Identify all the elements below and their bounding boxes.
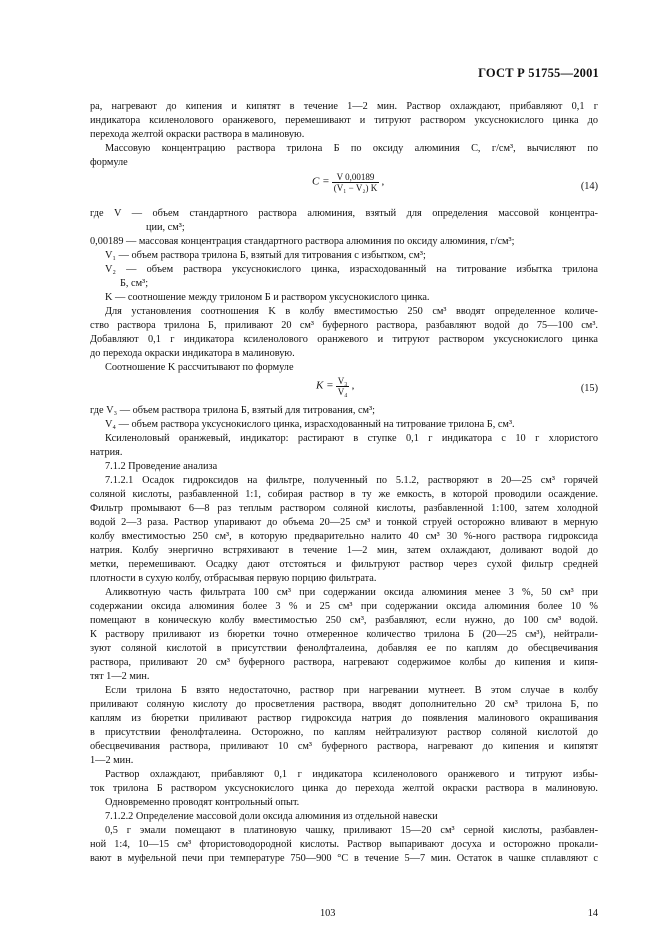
formula-14: C = $\frac{V 0,00189}{\text{(V₁ − V₂) K}}$ , bbox=[312, 172, 385, 193]
text-line: содержании оксида алюминия более 3 % и 25 см³ при содержании оксида алюминия более 10 % bbox=[90, 601, 598, 612]
text-line: приливают соляную кислоту до просветления раствора, вводят дополнительно 20 см³ трилона Б, по bbox=[90, 699, 598, 710]
formula-14-denominator: (V₁ − V₂) K bbox=[333, 183, 378, 193]
section-heading: 7.1.2.2 Определение массовой доли оксида алюминия из отдельной навески bbox=[105, 811, 438, 822]
equation-number-15: (15) bbox=[580, 383, 598, 394]
text-line: плотности в сухую колбу, отбрасывая первую порцию фильтрата. bbox=[90, 573, 377, 584]
text-line: ток трилона Б раствором уксуснокислого цинка до перехода желтой окраски раствора в малиновую. bbox=[90, 783, 598, 794]
formula-15: K = $\frac{\text{V₃}}{\text{V₄}}$ , bbox=[316, 376, 355, 397]
text-line: тят 1—2 мин. bbox=[90, 671, 150, 682]
text-line: помещают в коническую колбу вместимостью 250 см³, разбавляют, если нужно, до 100 см³ водой. bbox=[90, 615, 598, 626]
text-line: Фильтр промывают 6—8 раз теплым раствором соляной кислоты, разбавленной 1:100, затем холодной bbox=[90, 503, 598, 514]
text-line: натрия. bbox=[90, 447, 123, 458]
legend-line: V₁ — объем раствора трилона Б, взятый для титрования с избытком, см³; bbox=[105, 250, 426, 261]
text-line: каплям из бюретки приливают раствор гидроксида натрия до появления малинового окрашивания bbox=[90, 713, 598, 724]
text-line: 7.1.2.1 Осадок гидроксидов на фильтре, полученный по 5.1.2, растворяют в 20—25 см³ горячей bbox=[105, 475, 598, 486]
text-line: ной 1:4, 10—15 см³ фтористоводородной кислоты. Раствор выпаривают досуха и осторожно прокали- bbox=[90, 839, 598, 850]
text-line: формуле bbox=[90, 157, 128, 168]
text-line: Раствор охлаждают, прибавляют 0,1 г индикатора ксиленолового оранжевого и титруют избы- bbox=[105, 769, 598, 780]
text-line: Соотношение K рассчитывают по формуле bbox=[105, 362, 294, 373]
text-line: перехода желтой окраски раствора в малиновую. bbox=[90, 129, 305, 140]
text-line: ство раствора трилона Б, приливают 20 см³ буферного раствора, разбавляют водой до 75—100 см³. bbox=[90, 320, 598, 331]
legend-line: где V₃ — объем раствора трилона Б, взятый для титрования, см³; bbox=[90, 405, 376, 416]
text-line: натрия. Колбу энергично встряхивают в течение 1—2 мин, затем охлаждают, доливают водой до bbox=[90, 545, 598, 556]
text-line: водой 2—3 раза. Раствор упаривают до объема 20—25 см³ и тонкой струей осторожно вливают в мерную bbox=[90, 517, 598, 528]
legend-line: K — соотношение между трилоном Б и раствором уксуснокислого цинка. bbox=[105, 292, 430, 303]
text-line: вают в муфельной печи при температуре 750—900 °C в течение 5—7 мин. Остаток в чашке сплавляют с bbox=[90, 853, 598, 864]
text-line: в присутствии фенолфталеина. Осторожно, по каплям нейтрализуют раствор соляной кислотой до bbox=[90, 727, 598, 738]
legend-line: где V — объем стандартного раствора алюминия, взятый для определения массовой концентра- bbox=[90, 208, 598, 219]
text-line: Если трилона Б взято недостаточно, раствор при нагревании мутнеет. В этом случае в колбу bbox=[105, 685, 598, 696]
text-line: 1—2 мин. bbox=[90, 755, 134, 766]
text-line: Аликвотную часть фильтрата 100 см³ при содержании оксида алюминия менее 3 %, 50 см³ при bbox=[105, 587, 598, 598]
text-line: Добавляют 0,1 г индикатора ксиленолового оранжевого и титруют раствором уксуснокислого цинка bbox=[90, 334, 598, 345]
legend-line: V₂ — объем раствора уксуснокислого цинка, израсходованный на титрование избытка трилона bbox=[105, 264, 598, 275]
text-line: ра, нагревают до кипения и кипятят в течение 1—2 мин. Раствор охлаждают, прибавляют 0,1 г bbox=[90, 101, 598, 112]
text-line: колбу вместимостью 250 см³, в которую предварительно налито 40 см³ 30 %-ного раствора гидроксида bbox=[90, 531, 598, 542]
legend-line: ции, см³; bbox=[146, 222, 185, 233]
formula-15-denominator: V₄ bbox=[337, 387, 348, 397]
text-line: Массовую концентрацию раствора трилона Б по оксиду алюминия C, г/см³, вычисляют по bbox=[105, 143, 598, 154]
text-line: зуют соляной кислотой в присутствии фенолфталеина, добавляя ее по каплям до обесцвечивания bbox=[90, 643, 598, 654]
text-line: К раствору приливают из бюретки точно отмеренное количество трилона Б (20—25 см³), нейтрали- bbox=[90, 629, 598, 640]
text-line: Одновременно проводят контрольный опыт. bbox=[105, 797, 300, 808]
page-number-center: 103 bbox=[320, 908, 336, 919]
document-code: ГОСТ Р 51755—2001 bbox=[478, 66, 599, 80]
legend-line: Б, см³; bbox=[120, 278, 149, 289]
text-line: метки, перемешивают. Осадку дают отстояться и фильтруют раствор через сухой фильтр средней bbox=[90, 559, 598, 570]
text-line: соляной кислоты, разбавленной 1:1, собирая раствор в ту же емкость, в которой проводили осаждение. bbox=[90, 489, 598, 500]
formula-14-numerator: V 0,00189 bbox=[332, 172, 379, 183]
legend-line: 0,00189 — массовая концентрация стандартного раствора алюминия по оксиду алюминия, г/см³; bbox=[90, 236, 515, 247]
text-line: до перехода окраски индикатора в малиновую. bbox=[90, 348, 295, 359]
page-number-right: 14 bbox=[587, 908, 598, 919]
section-heading: 7.1.2 Проведение анализа bbox=[105, 461, 218, 472]
legend-line: V₄ — объем раствора уксуснокислого цинка, израсходованный на титрование трилона Б, см³. bbox=[105, 419, 515, 430]
text-line: Ксиленоловый оранжевый, индикатор: растирают в ступке 0,1 г индикатора с 10 г хлористого bbox=[105, 433, 598, 444]
text-line: раствора, приливают 20 см³ буферного раствора, нагревают содержимое колбы до кипения и кипя- bbox=[90, 657, 598, 668]
text-line: обесцвечивания раствора, приливают 10 см³ буферного раствора, нагревают до кипения и кипятят bbox=[90, 741, 598, 752]
formula-15-numerator: V₃ bbox=[337, 376, 348, 386]
text-line: Для установления соотношения K в колбу вместимостью 250 см³ вводят определенное количе- bbox=[105, 306, 598, 317]
text-line: индикатора ксиленолового оранжевого, перемешивают и титруют раствором уксуснокислого цинка до bbox=[90, 115, 598, 126]
text-line: 0,5 г эмали помещают в платиновую чашку, приливают 15—20 см³ серной кислоты, разбавлен- bbox=[105, 825, 598, 836]
equation-number-14: (14) bbox=[580, 181, 598, 192]
